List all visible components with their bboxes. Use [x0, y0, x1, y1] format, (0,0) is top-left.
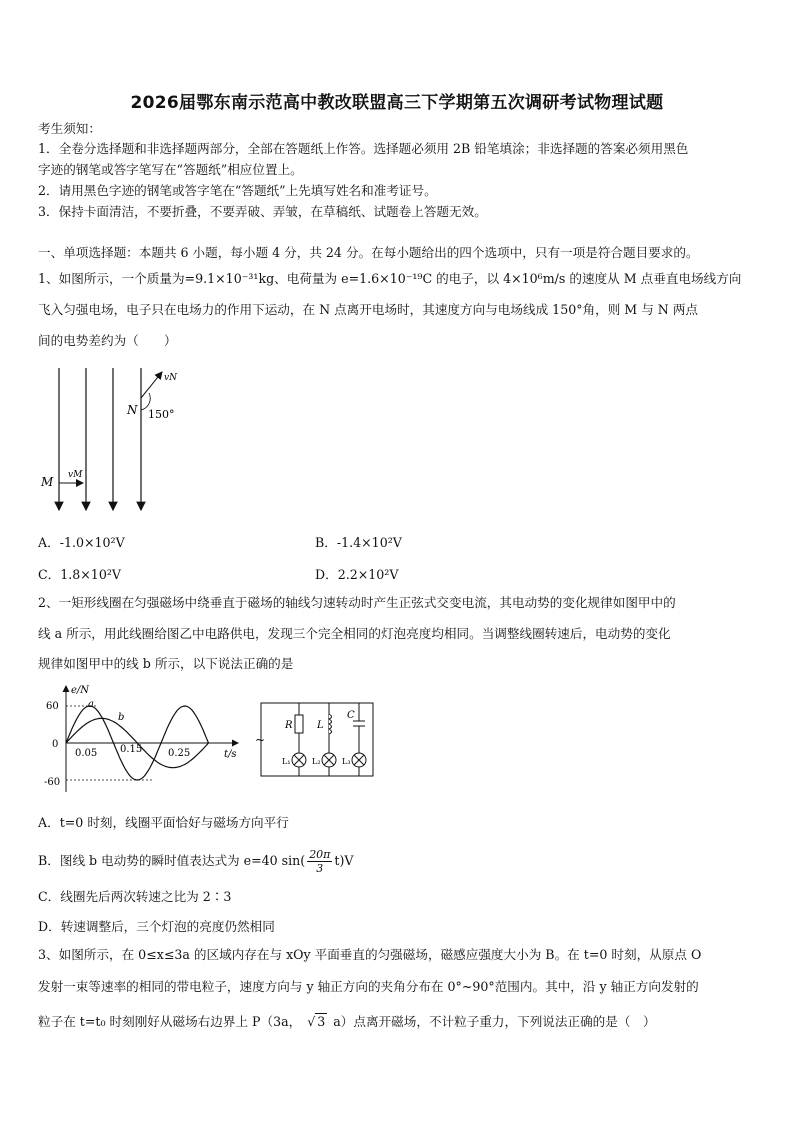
- q2-option-b-tail: t)V: [334, 853, 354, 869]
- q1-option-a[interactable]: A．-1.0×10²V: [38, 535, 125, 550]
- label-l2: L₂: [312, 757, 321, 766]
- notice-item-2: 2．请用黑色字迹的钢笔或答字笔在“答题纸”上先填写姓名和准考证号。: [38, 183, 437, 198]
- q1-option-c[interactable]: C．1.8×10²V: [38, 567, 121, 582]
- curve-b-label: b: [118, 712, 125, 723]
- q2-line-2: 线 a 所示，用此线圈给图乙中电路供电，发现三个完全相同的灯泡亮度均相同。当调整线圈转速后，电动势的变化: [38, 626, 671, 641]
- sqrt-value: 3: [317, 1014, 326, 1029]
- y-tick-neg60: -60: [44, 777, 61, 788]
- section-heading: 一、单项选择题：本题共 6 小题，每小题 4 分，共 24 分。在每小题给出的四个选项中，只有一项是符合题目要求的。: [38, 245, 699, 260]
- q2-option-d[interactable]: D．转速调整后，三个灯泡的亮度仍然相同: [38, 919, 275, 934]
- q3-line-3-tail: a）点离开磁场，不计粒子重力，下列说法正确的是（ ）: [333, 1014, 656, 1029]
- q3-line-3-text: 粒子在 t=t₀ 时刻刚好从磁场右边界上 P（3a，: [38, 1014, 302, 1029]
- x-label: t/s: [224, 749, 237, 760]
- label-vn: vN: [164, 373, 177, 383]
- q1-option-b[interactable]: B．-1.4×10²V: [315, 535, 402, 550]
- q2-option-b-text: B．图线 b 电动势的瞬时值表达式为 e=40 sin(: [38, 853, 306, 869]
- y-tick-60: 60: [46, 701, 59, 712]
- label-r: R: [285, 720, 293, 731]
- q2-option-b-fraction: [307, 848, 332, 875]
- lamp-l3: [352, 753, 366, 767]
- q2-circuit: [255, 700, 380, 780]
- y-tick-0: 0: [52, 739, 59, 750]
- resistor-r: [295, 715, 303, 733]
- notice-item-1-cont: 字迹的钢笔或答字笔写在“答题纸”相应位置上。: [38, 162, 303, 177]
- q3-line-3: [38, 1014, 656, 1029]
- q2-option-b[interactable]: [38, 848, 354, 875]
- label-c: C: [347, 710, 355, 721]
- frac-den: 3: [316, 862, 324, 876]
- q1-line-1: 1、如图所示，一个质量为=9.1×10⁻³¹kg、电荷量为 e=1.6×10⁻¹⁹C 的电子，以 4×10⁶m/s 的速度从 M 点垂直电场线方向: [38, 271, 742, 286]
- lamp-l2: [322, 753, 336, 767]
- x-tick-015: 0.15: [120, 744, 143, 755]
- notice-heading: 考生须知：: [38, 121, 101, 136]
- label-l3: L₃: [342, 757, 351, 766]
- x-tick-005: 0.05: [75, 748, 98, 759]
- q2-line-1: 2、一矩形线圈在匀强磁场中绕垂直于磁场的轴线匀速转动时产生正弦式交变电流，其电动势的变化规律如图甲中的: [38, 595, 676, 610]
- vn-arrow: [141, 372, 162, 398]
- label-l1: L₁: [282, 757, 291, 766]
- q3-line-2: 发射一束等速率的相同的带电粒子，速度方向与 y 轴正方向的夹角分布在 0°~90°范围内。其中，沿 y 轴正方向发射的: [38, 979, 699, 994]
- q2-emf-graph: [38, 680, 248, 795]
- q1-field-figure: [38, 360, 188, 520]
- label-l: L: [317, 720, 324, 731]
- q1-option-d[interactable]: D．2.2×10²V: [315, 567, 399, 582]
- curve-a-label: a: [88, 699, 94, 710]
- q2-line-3: 规律如图甲中的线 b 所示，以下说法正确的是: [38, 656, 294, 671]
- label-angle: 150°: [148, 408, 175, 421]
- q3-line-1: 3、如图所示，在 0≤x≤3a 的区域内存在与 xOy 平面垂直的匀强磁场，磁感应强度大小为 B。在 t=0 时刻，从原点 O: [38, 947, 702, 962]
- frac-num: 20π: [309, 848, 331, 861]
- notice-item-1: 1．全卷分选择题和非选择题两部分，全部在答题纸上作答。选择题必须用 2B 铅笔填涂；非选择题的答案必须用黑色: [38, 141, 689, 156]
- page-title: 2026届鄂东南示范高中教改联盟高三下学期第五次调研考试物理试题: [130, 93, 664, 113]
- x-tick-025: 0.25: [168, 748, 191, 759]
- label-vm: vM: [68, 470, 83, 480]
- q1-line-3: 间的电势差约为（ ）: [38, 333, 177, 348]
- notice-item-3: 3．保持卡面清洁，不要折叠，不要弄破、弄皱，在草稿纸、试题卷上答题无效。: [38, 204, 487, 219]
- source-symbol: ~: [255, 733, 266, 747]
- q1-line-2: 飞入匀强电场，电子只在电场力的作用下运动，在 N 点离开电场时，其速度方向与电场线成 150°角，则 M 与 N 两点: [38, 302, 699, 317]
- q2-option-a[interactable]: A．t=0 时刻，线圈平面恰好与磁场方向平行: [38, 815, 289, 830]
- label-m: M: [41, 475, 54, 489]
- lamp-l1: [292, 753, 306, 767]
- q2-option-c[interactable]: C．线圈先后两次转速之比为 2∶3: [38, 889, 232, 904]
- label-n: N: [127, 403, 138, 417]
- y-label: e/N: [71, 685, 90, 696]
- inductor-l: [329, 714, 332, 734]
- sqrt-symbol: √ 3: [307, 1014, 326, 1029]
